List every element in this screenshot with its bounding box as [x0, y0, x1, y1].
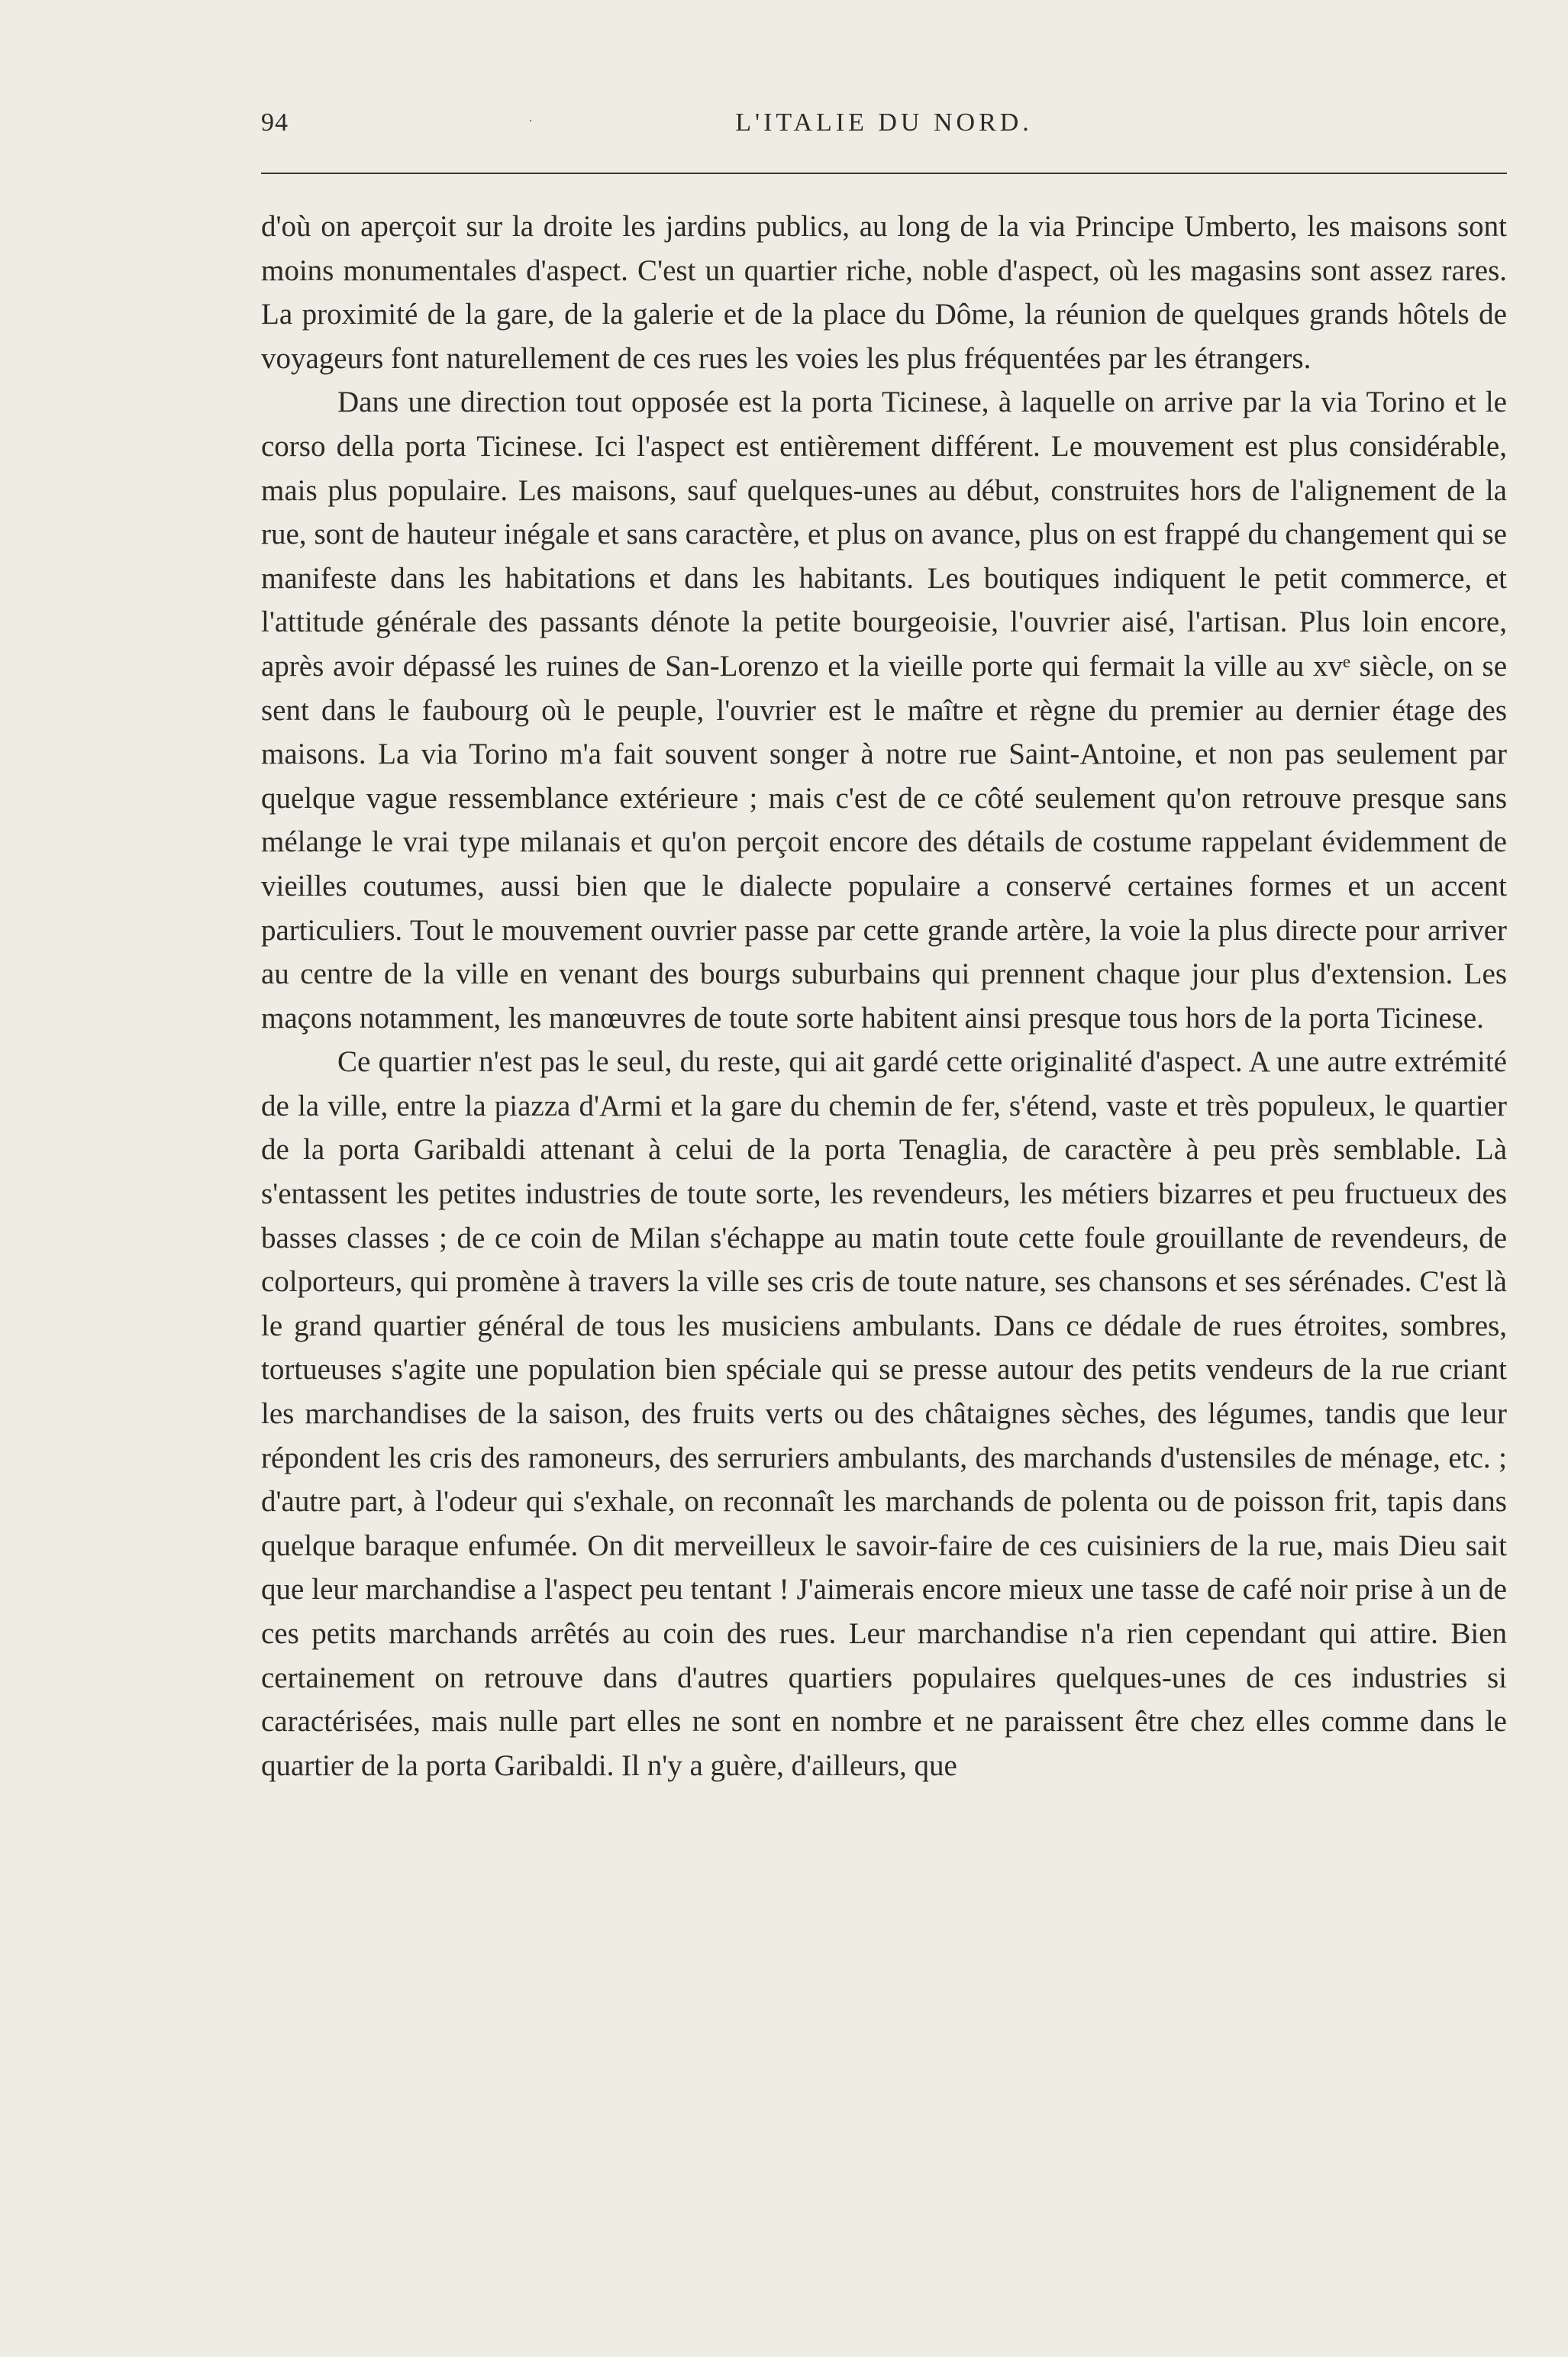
- paragraph: Ce quartier n'est pas le seul, du reste, qui ait gardé cette originalité d'aspect. A une autre extrémité de la ville, entre la piazza d'Armi et la gare du chemin de fer, s'étend, vaste et très populeux, le quartier de la porta Garibaldi attenant à celui de la porta Tenaglia, de caractère à peu près semblable. Là s'entassent les petites industries de toute sorte, les revendeurs, les métiers bizarres et peu fructueux des basses classes ; de ce coin de Milan s'échappe au matin toute cette foule grouillante de revendeurs, de colporteurs, qui promène à travers la ville ses cris de toute nature, ses chansons et ses sérénades. C'est là le grand quartier général de tous les musiciens ambulants. Dans ce dédale de rues étroites, sombres, tortueuses s'agite une population bien spéciale qui se presse autour des petits vendeurs de la rue criant les marchandises de la saison, des fruits verts ou des châtaignes sèches, des légumes, tandis que leur répondent les cris des ramoneurs, des serruriers ambulants, des marchands d'ustensiles de ménage, etc. ; d'autre part, à l'odeur qui s'exhale, on reconnaît les marchands de polenta ou de poisson frit, tapis dans quelque baraque enfumée. On dit merveilleux le savoir-faire de ces cuisiniers de la rue, mais Dieu sait que leur marchandise a l'aspect peu tentant ! J'aimerais encore mieux une tasse de café noir prise à un de ces petits marchands arrêtés au coin des rues. Leur marchandise n'a rien cependant qui attire. Bien certainement on retrouve dans d'autres quartiers populaires quelques-unes de ces industries si caractérisées, mais nulle part elles ne sont en nombre et ne paraissent être chez elles comme dans le quartier de la porta Garibaldi. Il n'y a guère, d'ailleurs, que: [261, 1045, 1507, 1782]
- paragraph: d'où on aperçoit sur la droite les jardins publics, au long de la via Principe Umberto, les maisons sont moins monumentales d'aspect. C'est un quartier riche, noble d'aspect, où les magasins sont assez rares. La proximité de la gare, de la galerie et de la place du Dôme, la réunion de quelques grands hôtels de voyageurs font naturellement de ces rues les voies les plus fréquentées par les étrangers.: [261, 210, 1507, 375]
- header-ornament-mark: ·: [528, 113, 533, 128]
- running-title: L'ITALIE DU NORD.: [735, 108, 1033, 137]
- page-number: 94: [261, 108, 289, 137]
- paragraph: Dans une direction tout opposée est la porta Ticinese, à laquelle on arrive par la via Torino et le corso della porta Ticinese. Ici l'aspect est entièrement différent. Le mouvement est plus considérable, mais plus populaire. Les maisons, sauf quelques-unes au début, construites hors de l'alignement de la rue, sont de hauteur inégale et sans caractère, et plus on avance, plus on est frappé du changement qui se manifeste dans les habitations et dans les habitants. Les boutiques indiquent le petit commerce, et l'attitude générale des passants dénote la petite bourgeoisie, l'ouvrier aisé, l'artisan. Plus loin encore, après avoir dépassé les ruines de San-Lorenzo et la vieille porte qui fermait la ville au xvᵉ siècle, on se sent dans le faubourg où le peuple, l'ouvrier est le maître et règne du premier au dernier étage des maisons. La via Torino m'a fait souvent songer à notre rue Saint-Antoine, et non pas seulement par quelque vague ressemblance extérieure ; mais c'est de ce côté seulement qu'on retrouve presque sans mélange le vrai type milanais et qu'on perçoit encore des détails de costume rappelant évidemment de vieilles coutumes, aussi bien que le dialecte populaire a conservé certaines formes et un accent particuliers. Tout le mouvement ouvrier passe par cette grande artère, la voie la plus directe pour arriver au centre de la ville en venant des bourgs suburbains qui prennent chaque jour plus d'extension. Les maçons notamment, les manœuvres de toute sorte habitent ainsi presque tous hors de la porta Ticinese.: [261, 386, 1507, 1035]
- header-rule: [261, 173, 1507, 174]
- running-head: [261, 108, 1507, 147]
- body-text: [261, 205, 1507, 1787]
